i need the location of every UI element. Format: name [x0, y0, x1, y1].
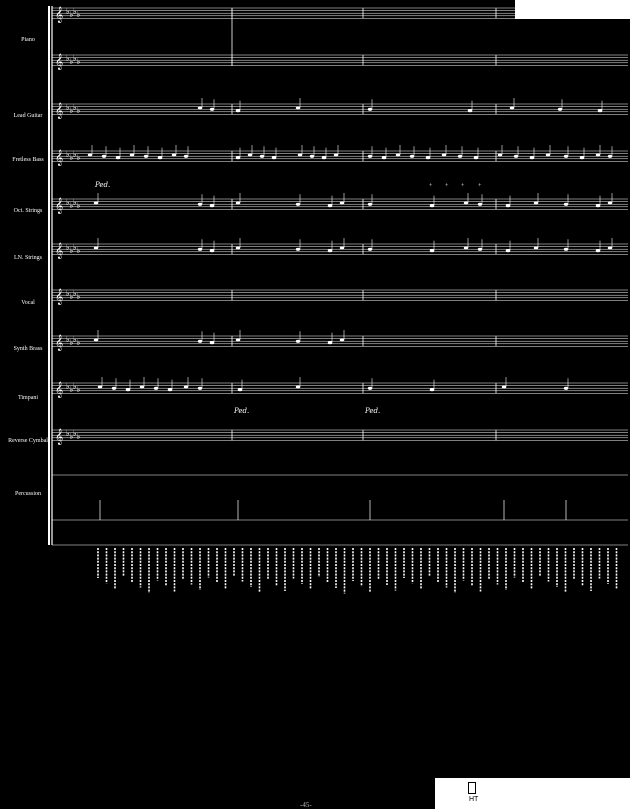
note-head	[340, 201, 344, 204]
flat-icon: ♭	[76, 106, 81, 115]
note-head	[368, 387, 372, 390]
note-head	[468, 109, 472, 112]
note-head	[140, 385, 144, 388]
note-head	[328, 341, 332, 344]
note-head	[126, 388, 130, 391]
note-head	[534, 201, 538, 204]
flat-icon: ♭	[66, 198, 70, 207]
note-head	[464, 246, 468, 249]
note-head	[596, 249, 600, 252]
flat-icon: ♭	[69, 432, 74, 441]
note-head	[236, 246, 240, 249]
note-head	[184, 385, 188, 388]
flat-icon: ♭	[73, 289, 77, 298]
flat-icon: ♭	[73, 429, 77, 438]
note-head	[296, 248, 300, 251]
flat-icon: ♭	[69, 338, 74, 347]
note-head	[340, 338, 344, 341]
note-head	[322, 156, 326, 159]
flat-icon: ♭	[76, 201, 81, 210]
note-head	[534, 246, 538, 249]
flat-icon: ♭	[76, 57, 81, 66]
note-head	[158, 156, 162, 159]
clef-icon: 𝄞	[55, 429, 64, 445]
note-head	[94, 246, 98, 249]
watermark-text: HT	[469, 796, 479, 803]
note-head	[310, 155, 314, 158]
label-piano: Piano	[21, 37, 35, 43]
note-head	[596, 204, 600, 207]
flat-icon: ♭	[66, 243, 70, 252]
note-head	[296, 203, 300, 206]
note-head	[596, 153, 600, 156]
note-head	[546, 153, 550, 156]
label-vocal: Vocal	[21, 300, 35, 306]
note-head	[458, 155, 462, 158]
note-head	[184, 155, 188, 158]
note-head	[112, 387, 116, 390]
flat-icon: ♭	[66, 335, 70, 344]
flat-icon: ♭	[73, 198, 77, 207]
note-head	[368, 248, 372, 251]
clef-icon: 𝄞	[55, 54, 64, 70]
label-ln-strings: LN. Strings	[13, 255, 42, 261]
flat-icon: ♭	[69, 10, 74, 19]
flat-icon: ♭	[76, 10, 81, 19]
clef-icon: 𝄞	[55, 7, 64, 23]
note-head	[328, 204, 332, 207]
note-head	[430, 204, 434, 207]
page-number: -45-	[300, 801, 312, 809]
flat-icon: ♭	[73, 335, 77, 344]
note-head	[368, 108, 372, 111]
note-head	[368, 155, 372, 158]
flat-icon: ♭	[76, 338, 81, 347]
note-head	[396, 153, 400, 156]
flat-icon: ♭	[73, 7, 77, 16]
flat-icon: ♭	[73, 243, 77, 252]
note-head	[410, 155, 414, 158]
note-head	[430, 388, 434, 391]
flat-icon: ♭	[69, 153, 74, 162]
note-head	[98, 385, 102, 388]
note-head	[168, 388, 172, 391]
flat-icon: ♭	[73, 150, 77, 159]
note-head	[498, 153, 502, 156]
clef-icon: 𝄞	[55, 335, 64, 351]
note-head	[198, 340, 202, 343]
flat-icon: ♭	[69, 57, 74, 66]
note-head	[580, 156, 584, 159]
note-head	[102, 155, 106, 158]
note-head	[260, 155, 264, 158]
note-head	[198, 106, 202, 109]
note-head	[426, 156, 430, 159]
note-head	[506, 249, 510, 252]
note-head	[506, 204, 510, 207]
note-head	[198, 248, 202, 251]
note-head	[382, 156, 386, 159]
flat-icon: ♭	[73, 382, 77, 391]
note-head	[296, 340, 300, 343]
note-head	[442, 153, 446, 156]
note-head	[608, 155, 612, 158]
note-head	[236, 338, 240, 341]
note-head	[430, 249, 434, 252]
label-timpani: Timpani	[17, 395, 39, 401]
note-head	[198, 387, 202, 390]
flat-icon: ♭	[66, 7, 70, 16]
note-head	[198, 203, 202, 206]
label-oct-strings: Oct. Strings	[13, 208, 43, 214]
note-head	[502, 385, 506, 388]
clef-icon: 𝄞	[55, 103, 64, 119]
label-synth-brass: Synth Brass	[13, 346, 43, 352]
note-head	[608, 201, 612, 204]
note-head	[564, 387, 568, 390]
note-head	[154, 387, 158, 390]
note-head	[236, 109, 240, 112]
note-head	[478, 248, 482, 251]
note-head	[144, 155, 148, 158]
note-head	[94, 201, 98, 204]
note-head	[340, 246, 344, 249]
clef-icon: 𝄞	[55, 243, 64, 259]
flat-icon: ♭	[66, 103, 70, 112]
clef-icon: 𝄞	[55, 150, 64, 166]
flat-icon: ♭	[76, 246, 81, 255]
note-head	[238, 388, 242, 391]
flat-icon: ♭	[69, 385, 74, 394]
flat-icon: ♭	[66, 429, 70, 438]
flat-icon: ♭	[69, 246, 74, 255]
note-head	[272, 156, 276, 159]
note-head	[88, 153, 92, 156]
note-head	[464, 201, 468, 204]
flat-icon: ♭	[76, 292, 81, 301]
note-head	[210, 108, 214, 111]
accent-mark: +	[461, 183, 465, 189]
note-head	[608, 246, 612, 249]
label-percussion: Percussion	[15, 491, 41, 497]
note-head	[296, 106, 300, 109]
page-top-margin	[515, 0, 630, 19]
note-head	[598, 109, 602, 112]
note-head	[116, 156, 120, 159]
note-head	[94, 338, 98, 341]
note-head	[236, 201, 240, 204]
flat-icon: ♭	[66, 289, 70, 298]
note-head	[558, 108, 562, 111]
note-head	[564, 203, 568, 206]
note-head	[248, 153, 252, 156]
pedal-marking: Ped.	[95, 181, 111, 189]
note-head	[130, 153, 134, 156]
note-head	[172, 153, 176, 156]
flat-icon: ♭	[73, 103, 77, 112]
note-head	[474, 156, 478, 159]
accent-mark: +	[478, 183, 482, 189]
note-head	[564, 248, 568, 251]
label-lead-guitar: Lead Guitar	[13, 113, 43, 119]
flat-icon: ♭	[66, 54, 70, 63]
flat-icon: ♭	[69, 201, 74, 210]
flat-icon: ♭	[76, 385, 81, 394]
accent-mark: +	[429, 183, 433, 189]
flat-icon: ♭	[69, 292, 74, 301]
flat-icon: ♭	[76, 153, 81, 162]
note-head	[478, 203, 482, 206]
note-head	[368, 203, 372, 206]
note-head	[210, 204, 214, 207]
flat-icon: ♭	[69, 106, 74, 115]
pedal-marking: Ped.	[365, 407, 381, 415]
clef-icon: 𝄞	[55, 382, 64, 398]
note-head	[210, 341, 214, 344]
flat-icon: ♭	[66, 150, 70, 159]
watermark-logo	[468, 782, 476, 794]
flat-icon: ♭	[73, 54, 77, 63]
accent-mark: +	[445, 183, 449, 189]
note-head	[510, 106, 514, 109]
note-head	[236, 156, 240, 159]
note-head	[210, 249, 214, 252]
pedal-marking: Ped.	[234, 407, 250, 415]
note-head	[296, 385, 300, 388]
note-head	[564, 155, 568, 158]
note-head	[334, 153, 338, 156]
label-reverse-cymbal: Reverse Cymbal	[8, 438, 48, 444]
clef-icon: 𝄞	[55, 198, 64, 214]
note-head	[298, 153, 302, 156]
flat-icon: ♭	[66, 382, 70, 391]
clef-icon: 𝄞	[55, 289, 64, 305]
flat-icon: ♭	[76, 432, 81, 441]
label-fretless-bass: Fretless Bass	[12, 157, 44, 163]
watermark	[435, 778, 630, 809]
note-head	[328, 249, 332, 252]
note-head	[530, 156, 534, 159]
note-head	[514, 155, 518, 158]
